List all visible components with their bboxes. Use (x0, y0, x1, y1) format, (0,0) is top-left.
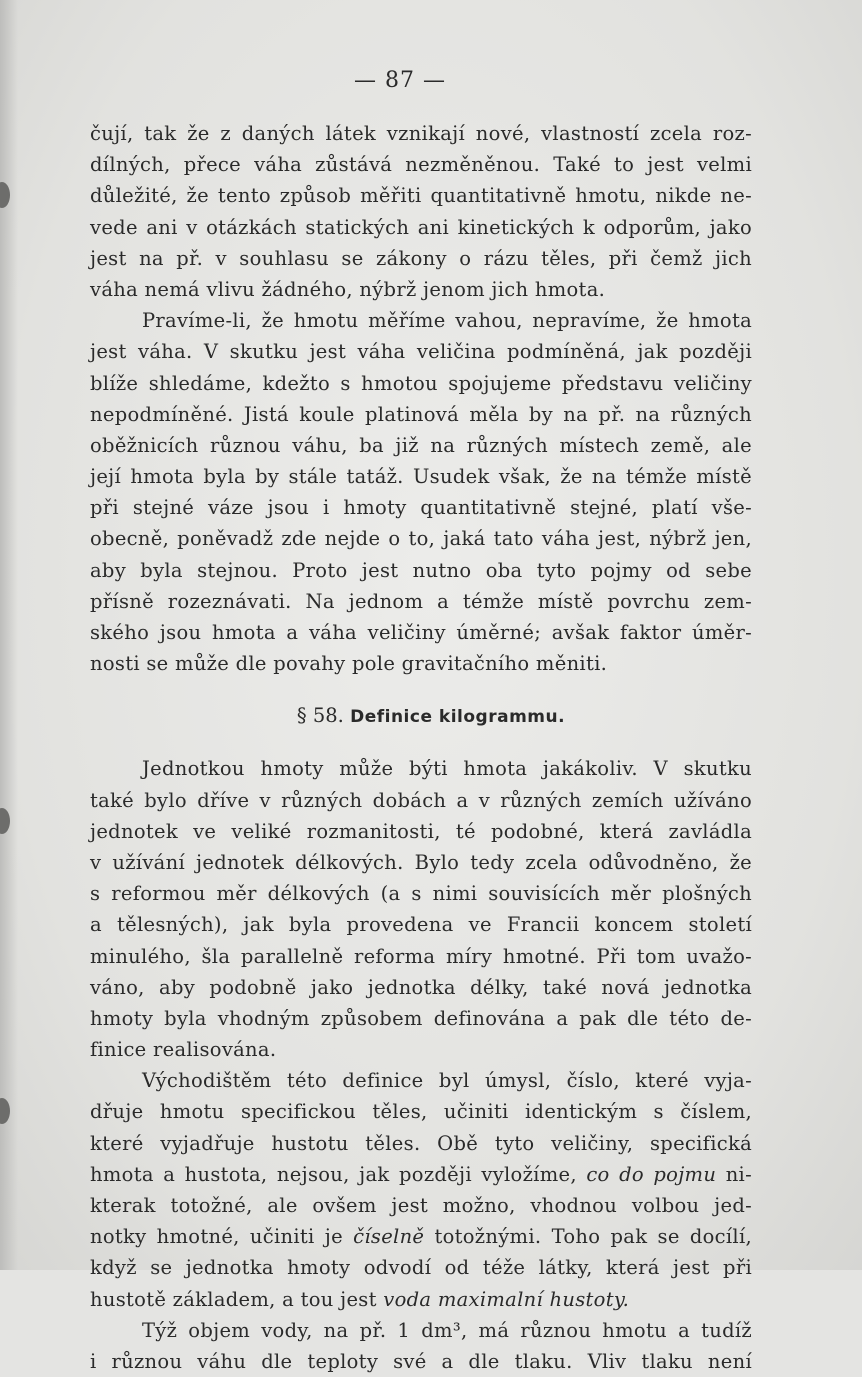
text-line: nosti se může dle povahy pole gravitačního měniti. (90, 652, 608, 676)
text-line: a tělesných), jak byla provedena ve Francii koncem století (90, 913, 752, 937)
text-line: hmoty byla vhodným způsobem definována a pak dle této de- (90, 1006, 752, 1030)
text-run: totožnými. Toho pak se docílí, (424, 1225, 752, 1249)
body-text (90, 118, 752, 1377)
text-run: notky hmotné, učiniti je (90, 1225, 354, 1249)
text-line: v užívání jednotek délkových. Bylo tedy zcela odůvodněno, že (90, 850, 752, 874)
text-line: finice realisována. (90, 1038, 277, 1062)
text-line: Týž objem vody, na př. 1 dm³, má různou hmotu a tudíž (142, 1318, 752, 1342)
text-line: Jednotkou hmoty může býti hmota jakákoliv. V skutku (142, 757, 752, 781)
text-line: důležité, že tento způsob měřiti quantitativně hmotu, nikde ne- (90, 184, 752, 208)
text-line: jest na př. v souhlasu se zákony o rázu těles, při čemž jich (90, 246, 752, 270)
text-line: kterak totožné, ale ovšem jest možno, vhodnou volbou jed- (90, 1194, 752, 1217)
text-line: dílných, přece váha zůstává nezměněnou. Také to jest velmi (90, 153, 752, 177)
text-run: hustotě základem, a tou jest (90, 1287, 384, 1311)
text-line: také bylo dříve v různých dobách a v různých zemích užíváno (90, 788, 752, 812)
text-line: nepodmíněné. Jistá koule platinová měla by na př. na různých (90, 402, 752, 426)
text-line: čují, tak že z daných látek vznikají nové, vlastností zcela roz- (90, 122, 752, 145)
text-line: dřuje hmotu specifickou těles, učiniti identickým s číslem, (90, 1100, 752, 1124)
section-number: § 58. (296, 704, 344, 728)
italic-text: číselně (353, 1225, 425, 1249)
text-line (90, 1284, 752, 1315)
text-line: váha nemá vlivu žádného, nýbrž jenom jich hmota. (90, 277, 606, 301)
text-line: aby byla stejnou. Proto jest nutno oba tyto pojmy od sebe (90, 558, 752, 582)
text-line: váno, aby podobně jako jednotka délky, také nová jednotka (90, 975, 752, 999)
text-line: i různou váhu dle teploty své a dle tlaku. Vliv tlaku není (90, 1349, 752, 1373)
text-line: které vyjadřuje hustotu těles. Obě tyto veličiny, specifická (90, 1131, 752, 1155)
text-line (90, 1221, 752, 1252)
text-line: Východištěm této definice byl úmysl, číslo, které vyja- (142, 1069, 752, 1093)
text-line: když se jednotka hmoty odvodí od téže látky, která jest při (90, 1256, 752, 1280)
text-line: jest váha. V skutku jest váha veličina podmíněná, jak později (90, 340, 752, 364)
text-line: ského jsou hmota a váha veličiny úměrné; avšak faktor úměr- (90, 621, 752, 644)
text-line: jednotek ve veliké rozmanitosti, té podobné, která zavládla (90, 819, 752, 843)
italic-text: co do pojmu (586, 1162, 717, 1186)
text-line: Pravíme-li, že hmotu měříme vahou, nepravíme, že hmota (142, 309, 752, 333)
text-run: ni- (716, 1162, 752, 1186)
text-line: její hmota byla by stále tatáž. Usudek však, že na témže místě (90, 465, 752, 489)
text-line: oběžnicích různou váhu, ba již na různých místech země, ale (90, 433, 752, 457)
text-run: hmota a hustota, nejsou, jak později vyložíme, (90, 1162, 587, 1186)
text-line (90, 1159, 752, 1190)
italic-text: voda maximalní hustoty. (383, 1287, 630, 1311)
text-line: minulého, šla parallelně reforma míry hmotné. Při tom uvažo- (90, 944, 752, 968)
text-line: při stejné váze jsou i hmoty quantitativně stejné, platí vše- (90, 496, 752, 520)
text-line: přísně rozeznávati. Na jednom a témže místě povrchu zem- (90, 589, 752, 613)
text-line: s reformou měr délkových (a s nimi souvisících měr plošných (90, 882, 752, 906)
page-number: — 87 — (354, 68, 446, 93)
text-line: obecně, poněvadž zde nejde o to, jaká tato váha jest, nýbrž jen, (90, 527, 752, 551)
text-line: vede ani v otázkách statických ani kinetických k odporům, jako (90, 215, 752, 239)
section-title: Definice kilogrammu. (350, 707, 566, 728)
text-line: blíže shledáme, kdežto s hmotou spojujeme představu veličiny (90, 371, 752, 395)
section-heading (90, 679, 752, 753)
